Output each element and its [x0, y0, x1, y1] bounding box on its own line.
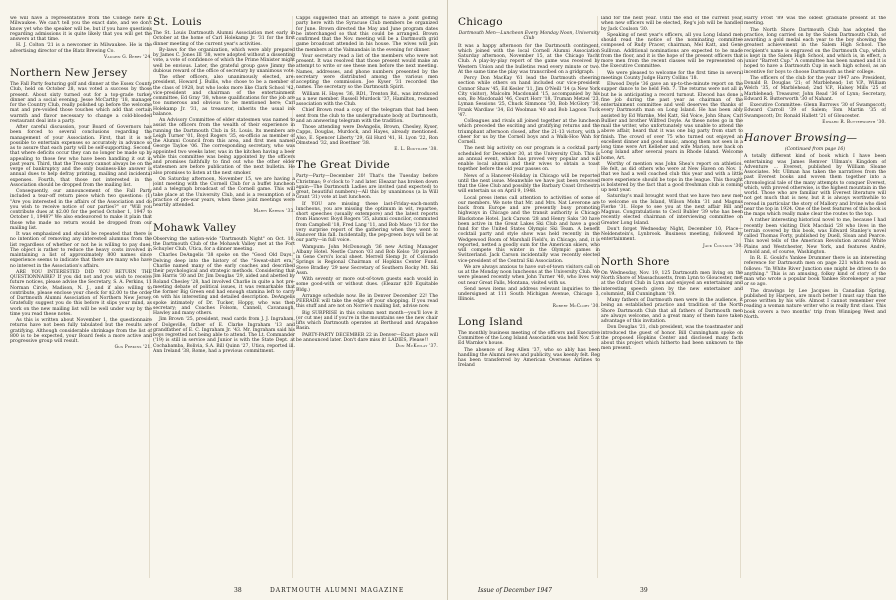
paragraph: As this is written about November 1, the questionnaire returns have not been fully tabulated but the results are gratifying. Although considerable shrinkage from the list of 800 is to be expected, your Board feels a more active and progressive group will result. — [10, 318, 152, 344]
paragraph: Worthy of mention was John Shea's report on athletics. He felt, as did others who were at New Haven on Nov. 1, that we had a well coached club this year and with a little more experience should be tops in the league. This thought is bolstered by the fact that a good freshman club is coming up next year. — [601, 161, 743, 193]
section-deck: (Continued from page 16) — [784, 147, 846, 152]
paragraph: It was a happy afternoon for the Dartmouth contingent, which joined with the local Cornell Alumni Association Saturday afternoon, November 15, at the Chicago Yacht Club. A play-by-play report of the game was received by Western Union and the bulletins read every minute or two. At the same time the play was transcribed on a gridgraph. — [458, 43, 600, 75]
paragraph: On Wednesday, Nov. 19, 125 Dartmouth men living on the North Shore of Massachusetts, from Lynn to Gloucester, met at the Oxford Club in Lynn and enjoyed an entertaining and interesting speech given by the new entertainer and columnist, Bill Cunningham '19. — [601, 270, 743, 297]
paragraph: Arrange schedule now. Be in Denver December 22! The PEERADE will take the edge off your shopping. If you read this stuff and are not on Norrie's mailing list, advise now. — [296, 293, 438, 310]
paragraph: Local press items call attention to activities of some of our members. We note that Mr. and Mrs. Nat Leverone are back from Europe and are presently busy promoting highways in Chicago and the transit authority is Chicago Blackstone Hotel. Jack Carson '28 and Henry Saks '30 have been active in the Great Lakes Ski Club and have a good fund for the United States Olympic Ski Team. A benefit cocktail party and style show was held recently in the Wedgewood Room of Marshall Field's, in Chicago, and, it is reported, netted a goodly sum for the American skiers, who will compete this winter in the Olympic games in Switzerland. Jack Carson incidentally was recently elected vice-president of the Central Ski Association. — [458, 195, 600, 264]
paragraph: Executive Committee: Glenn Barrows '30 of Swampscott; Edward Carroll '39 of Salem; Tom Martin '35 of Swampscott; Dr. Ronald Hallett '21 of Gloucester. — [744, 103, 886, 119]
paragraph: The other officers, also unanimously elected, are: president, Howard J. Bullis, who chose to be a member of the class of 1928, but who looks more like Clark School '42; vice-president and chairman of the entertainment committee, Ed Gray '38, whose qualifications for the job are too numerous and obvious to be mentioned here; Carl Holekamp Jr. '31, as treasurer, inherits the usual ink balance. — [153, 75, 295, 117]
paragraph: Your secretary read a list of the members who were not present. It was resolved that those present would make an attempt to write or see these men before the next meeting. Names, addresses, and phone numbers presented by the secretary were distributed among the various men accepting the commission. Joe Kyser '31 recorded the names. The secretary so the Dartmouth Spirit. — [296, 53, 438, 91]
paragraph: The drawings by Lee Jacques in Canadian Spring, published by Harpers, are much better I must say than the prose written by his wife. Almost I cannot remember ever reading a woman nature writer who is really first class. This book covers a two months' trip from Winnipeg West and North. — [744, 288, 886, 320]
paragraph: ARE YOU INTERESTED DID YOU RETURN THE QUESTIONNAIRE? If you did not and you wish to receive future notices, please advise the Secretary, S. A. Perkins, 11 Norman Circle, Madison, N. J., and if also willing to contribute, please enclose your check for $2.00 to the order of Dartmouth Alumni Association of Northern New Jersey. Gratefully suggest you do this before it slips your mind, as work on the new mailing list will be well under way by the time you read these notes. — [10, 269, 152, 317]
paragraph: Observing the nation-wide "Dartmouth Night" on Oct. 10, the Dartmouth Club of the Mohawk Valley met at the Fort Schuyler Club, Utica, for a dinner meeting. — [153, 236, 295, 252]
paragraph: The officers of the club for the year 1947 are: President, Donald B. Douglas '21; of Marblehead; 1st V.P., William Welch '35, of Marblehead; 2nd V.P., Halsey Mills '25 of Marblehead; Treasurer, John Read '36 of Lynn; Secretary, Edward R. Butterworth '30 of Nahant. — [744, 75, 886, 102]
signature: Robert McClory '30. — [552, 303, 600, 309]
paragraph: A rather interesting historical novel to me, because I had recently been visiting Dick Macdaid '28 who lives in the terrain covered by this book, was Edward Stanley's novel called Thomas Forty, published by Duell, Sloan and Pearce. This novel tells of the American Revolution around White Plains and Westchester, New York, and features André, Arnold and, of course, Washington. — [744, 218, 886, 255]
paragraph: Saturday's mail brought word that we have two new men to welcome on the Island, Wilson Mohn '31 and Magnus Fierke '31. Hope to see you at the next affair Bill and Magnus. Congratulations to Cecil Bubler '39 who has been recently elected chairman of interviewing committee on Greater Long Island. — [601, 194, 743, 226]
page-number: 39 — [640, 587, 648, 594]
signature: Marty Kerwin '33. — [253, 209, 295, 215]
paragraph: Consequently, our announcement of the Fall Party included a tear-off return piece which two questions: (1) "Are you interested in the affairs of the Association and do you wish to receive notice of our parties?" or "Will you contribute dues at $2.00 for the period October 1, 1947 to October 1, 1948?" We also endeavored to make it plain that those who made no return would be dropped from our mailing list. — [10, 189, 152, 231]
section-heading-st-louis: St. Louis — [153, 16, 202, 28]
right-page — [448, 0, 896, 600]
magazine-title: DARTMOUTH ALUMNI MAGAZINE — [270, 587, 405, 594]
column-5 — [601, 16, 743, 578]
paragraph: By-laws for the organization, which were ably prepared by James C. Jones III '38, were adopted without a dissenting vote, a vote of confidence of which the Prime Minister might well be envious. Later, the grateful group gave Jimmy the dubious reward of the office of secretary by unanimous vote. — [153, 47, 295, 74]
paragraph: The absence of Reg Allen '37, who so ably has been handling the Alumni news and publicity, was keenly felt. Reg has been transferred by American Overseas Airlines to Ireland — [458, 347, 600, 369]
paragraph: Party—Party—December 20! That's the Tuesday before Christmas; 9 o'clock to ? and later. Eleazar has broken down again—The Dartmouth Ladies are invited (and expected) to great, beautiful numbers)—All this by unanimous (a la Will Grant '31) vote at last luncheon. — [296, 174, 438, 201]
section-heading-great-divide: The Great Divide — [296, 159, 390, 172]
paragraph: Those attending were DeAngelis, Brown, Chesley, Kyser, Capps, Douglas, Murdock, and Hayes, already mentioned. Also, E. Spencer Liberty '29, Gil Hurd '41, H. Lyon '22, Ron Olmstead '32, and Boettner '38. — [296, 125, 438, 146]
paragraph: PARTY-PARTY DECEMBER 22 in Denver—Exact place will be announced later. Don't dare miss it! LADIES, Please!! — [296, 332, 438, 343]
paragraph: On Saturday afternoon, November 15, we are having a joint meeting with the Cornell Club for a buffet luncheon and a telegraph broadcast of the Cornell game. This will take place at the University Club, and is a resumption of a practice of pre-war years, when these joint meetings were heartily attended. — [153, 176, 295, 208]
signature: Don McKinlay '37. — [395, 344, 438, 349]
paragraph: Speaking of next year's officers, all you Long Island men should read the notice of the nominating committee composed of Rudy Pracer, chairman, Mel Katt, and Gene Sullivan. Additional nominations are expected to be made from the floor, and it is the hope of the present officers that more men from the recent classes will be represented on the Executive Committee. — [601, 32, 743, 70]
paragraph: Elwood Doyle '36 gave an up-to-the-minute report on the supper dance to be held Feb. 7. The returns were not all in but he is anticipating a record turnout. Elwood has done a fine job during the past year as chairman of the entertainment committee and well deserves the thanks of every Dartmouth man on Long Island. He has been ably assisted by Ed Warnke, Mel Katt, Sid Voice, John Shaw, Carl Bullier and brother Wilfred Doyle. As these notes go in the mail the writer, who unfortunately was unable to attend the above affair, heard that it was one big party from start to finish. The crowd of over 75 who turned out enjoyed an excellent dinner and good music, among them not seen in a long time were Art Kelleher and wife Marion, now back on Long Island after several years in Rhode Island. Welcome home, Art. — [601, 82, 743, 161]
signature: Jack Coulson '30. — [703, 243, 743, 249]
paragraph: We are always anxious to have out-of-town visitors call on us at the Monday noon luncheons at the University Club. We were pleased recently when John Turner '40, who lives way out near Great Falls, Montana, visited with us. — [458, 264, 600, 286]
column-6 — [744, 16, 886, 578]
column-1 — [10, 16, 152, 578]
paragraph: Charles DeAngelis '38 spoke on the "Good Old Days." Delving deep into the history of the "Sweat-shirt era," Charlie named many of the early coaches and described their psychological and strategic methods. Considering that Jim Harris '30 and Dr. Jim Douglas '29, aided and abetted by Roland Chesley '28, had involved Charlie in quite a hot pre-meeting debate of political issues, it was remarkable that the former Big Green end had enough stamina left to carry on with his interesting and detailed description. DeAngelis spoke intimately of Dr. Tucker, Hoppy, who was then secretary; and Coaches Folsom, Cannell, Cavanaugh, Hawley and many others. — [153, 253, 295, 316]
paragraph: In R. E. Gould's Yankee Drummer there is an interesting reference for Dartmouth men on page 221 which reads as follows: "In White River Junction one might be driven to do anything." This is an amusing, folksy kind of story of the man who wrote a popular book Yankee Storekeeper a year or so ago. — [744, 256, 886, 288]
page-number: 38 — [234, 587, 242, 594]
section-heading-mohawk-valley: Mohawk Valley — [153, 221, 237, 234]
section-heading-north-shore: North Shore — [601, 255, 670, 268]
paragraph: After careful discussion, your Board of Governors has been forced to several conclusions regarding the management of your Association. First, that it is not possible to entertain expenses so accurately in advance so as to assure that each party will be self-supporting. Second, that where deficits occur they can no longer be made up by appealing to those few who have been handling it out in past years. Third, that the Treasury cannot always be on the verge of bankruptcy and the only business-like answer is annual dues to help defray printing, mailing and incidental expenses. Fourth, that those not interested in the Association should be dropped from the mailing list. — [10, 125, 152, 188]
paragraph: Big SURPRISE in this column next month—you'll love it (or cut me) and if you're in the mountains see the new chair lifts which Dartmouth operates at Berthoud and Arapahoe Basin. — [296, 310, 438, 332]
paragraph: Send news items and address relevant inquiries to the undersigned at 111 South Michigan Avenue, Chicago 3, Illinois. — [458, 286, 600, 303]
signature: Gus Perkins '21. — [114, 345, 152, 351]
paragraph: The North Shore Dartmouth Club has adopted the practice, long carried on by the Salem Dartmouth Club, of awarding a gold medal each year to the boy showing the greatest achievement in the Salem High School. The recipient's name is engraved on the Dartmouth Cup, which is kept in the Salem High School, and which is, in effect, a junior "Barrett Cup." A committee has been named and it is hoped to have a Dartmouth Cup in each high school, as an incentive for boys to choose Dartmouth as their college. — [744, 27, 886, 75]
paragraph: The St. Louis Dartmouth Alumni Association met early in October at the home of Carl Holekamp Jr. '31 for the first dinner meeting of the current year's activities. — [153, 31, 295, 47]
paragraph: A totally different kind of book which I have been entertaining was James Remver Ullman's Kingdom of Adventure ... Everest, published by William Sloane Associates. Mr. Ullman has taken the narratives from the past Everest books and woven them together into a chronological tale of the many attempts to conquer Everest, which, with proved otherwise, is the highest mountain in the world. Those who are familiar with Everest literature will not get much that is new, but it is always worthwhile to reread in particular the story of Mallory and Irvine who died near the top in 1924. One of the best features of this book is the maps which really make clear the routes to the top. — [744, 154, 886, 217]
section-heading-hanover-browsing: Hanover Browsing— — [744, 132, 858, 144]
paragraph: H. J. Colton '21 is a newcomer in Milwaukee. He is the advertising director of the Blatz Brewing Co. — [10, 43, 152, 54]
paragraph: Colleagues and rivals all joined together at the luncheon which preceded the exciting and gratifying returns and the triumphant afternoon closed, after the 21-13 victory, with a cheer for us by the Cornell boys and a Walk-Hoo Wah for Cornell. — [458, 119, 600, 145]
paragraph: Chief Brown read a copy of the telegram that had been sent from the club to the undergraduate body at Dartmouth, and an answering telegram with the tradition. — [296, 108, 438, 124]
column-4 — [458, 16, 600, 578]
paragraph: The Fall Party featuring golf and dinner at the Essex County Club, held on October 28, was voted a success by those present. About sixty turned out for a top-grade turkey dinner and a social evening. Jesse McCarthy '18, manager for the Country Club, really polished up before the welcome mat and pre-voided those touches which add that certain warmth and flavor necessary to change a cold-blooded restaurant deal into a party. — [10, 82, 152, 124]
paragraph: Jim Brown '25, president, read cards from J. J. Ingraham, of Dolgeville, father of E. Clarke Ingraham '13 and grandfather of E. C. Ingraham Jr. '43. Mr. Ingraham said his boys regretted not being able to attend. The Lt. Commander ('19) is still in service and Junior is with the State Dept. at Cochabamba, Bolivia, S.A. Bill Quinn '27, Utica, reported ill. Ann Ireland '38, Rome, had a previous commitment. — [153, 317, 295, 354]
section-heading-long-island: Long Island — [458, 315, 523, 328]
paragraph: we will have a representative from the College here in Milwaukee. We can't tell you the exact date, and we don't know yet who the speaker will be, but if you have questions regarding admissions it is quite likely that you will get the answers at that time. — [10, 16, 152, 42]
paragraph: Don Douglas '21, club president, was the toastmaster and introduced the guest of honor. Bill Cunningham spoke on the proposed Hopkins Center and disclosed many facts about this project which hitherto had been unknown to the men present. — [601, 325, 743, 352]
signature: E. L. Boutilier '38. — [394, 147, 438, 152]
paragraph: Many fathers of Dartmouth men were in the audience, it being an established practice and tradition of the North Shore Dartmouth Club that all fathers of Dartmouth men are always welcome, and a great many of them have taken advantage of this invitation. — [601, 298, 743, 324]
paragraph: The next big activity on our program is a cocktail party scheduled for December 30, at the University Club. This is an annual event, which has proved very popular and will enable local alumni and their wives to obtain a toast together before the old year passes on. — [458, 146, 600, 173]
column-2 — [153, 16, 295, 578]
paragraph: Don't forget Wednesday Night, December 10, Place—Neldenstein's, Lynbrook. Business meeting, followed by entertainment. — [601, 226, 743, 243]
signature: Edward R. Butterworth '30. — [822, 119, 886, 125]
paragraph: Wampum: John McDonough '36 new Acting Manager Albany Hotel. Nestle Carson '03 and Bob Kelso '30 praised in Gene Cervi's local sheet. Merrell Slemp Jr. of Colorado Springs is Regional Chairman of Hopkins Center Fund. Steve Bradley '29 new Secretary of Southern Rocky Mt. Ski Assn. — [296, 244, 438, 276]
paragraph: land for the next year. Until the end of the current year, when new officers will be elected, Reg's job will be handled by Jack Coulson '30. — [601, 16, 743, 32]
paragraph: An Advisory Committee of elder statesmen was named to assist the officers from the wealth of their experience in running the Dartmouth Club in St. Louis. Its members are Leigh Turner '01, Boyd Rogers '35, ex-officio as member of the Alumni Council from this area, and first men named George Tayloe '06. The corresponding secretary, who was appointed two weeks later, was in the kitchen having a beer while this committee was being appointed by the officers and promises faithfully to find out who the other elder statesmen are before publication of the next bulletin. He also promises to listen at the next smoker. — [153, 118, 295, 176]
paragraph: Capps suggested that an attempt to have a joint golfing party here with the Syracuse Club members be organized for June. Brown directed the May and June program dates be interchanged so that this could be arranged. Brown confirmed that the Nov. meeting will be a Dartmouth grid game broadcast attended in his house. The wives will join the members at the Valmandais in the evening for dinner. — [296, 16, 438, 53]
issue-line: Issue of December 1947 — [478, 587, 552, 594]
signature: Vaughn G. Berry '24. — [104, 54, 152, 60]
paragraph: It was emphasized and should be repeated that there is no intention of removing any interested alumnus from the list regardless of whether or not he is willing to pay dues. The object is rather to reduce the heavy costs involved in maintaining a list of approximately 800 names since experience seems to indicate that there are many who have no interest in the Association's affairs. — [10, 232, 152, 269]
paragraph: The monthly business meeting of the officers and Executive Committee of the Long Island Association was held Nov. 5 at Ed Warnke's house. — [458, 330, 600, 347]
paragraph: Harry Frost '89 was the oldest graduate present at the meeting. — [744, 16, 886, 27]
paragraph: With seventy or more out-of-town guests each would in some good-with or without dues. (Eleazar $20 Equitable Bldg.) — [296, 277, 438, 293]
paragraph: If YOU are missing these last-Friday-each-month luncheons, you are missing the optimum in wit, repartee, short speeches (usually extempore) and the latest reports from Hanover. Boyd Rogers '35, alumni councilor, commuted from Campbell '18, Fred Lang '11, and Bob Mace '13 for the very surprise report of the gathering when they went to Hanover this fall. Incidentally, the pep-green boys will be at our party—in full voice. — [296, 201, 438, 244]
paragraph: William H. Hayes '36, RD1, Trenton Rd., was introduced as a new member. Russell Murdock '37, Hamilton, resumed association with the Club. — [296, 91, 438, 107]
paragraph: Percy Don MacKay '61 lead the Dartmouth cheering section while others on hand included our vice-president Connor Shaw '45, Ed Kesler '11, Jim O'Neill '14 (a New York City visitor), Malcolm Macdonald '15, accompanied by his son, Bo Macdonald '46, Court Horr '18, Truman Metzel '23, Lyman Sessions '25, Chuck Simmons '30, Bob McGlory '30, Frank Wardlaw '34, Ed Woolman '40 and Bob Lagoon Tuck '47. — [458, 76, 600, 118]
section-deck: Dartmouth Men—Luncheon Every Monday Noon, University Club — [458, 31, 600, 42]
paragraph: News of a Hanover-Holiday in Chicago will be reported until the next issue. Meanwhile we have just been received that the Glee Club and possibly the Barbary Coast Orchestra will entertain us on April 9, 1948. — [458, 173, 600, 195]
section-heading-chicago: Chicago — [458, 16, 503, 28]
column-3 — [296, 16, 438, 578]
paragraph: We were pleased to welcome for the first time in several meetings County Judge Harry Collins '18. — [601, 70, 743, 81]
section-heading-northern-new-jersey: Northern New Jersey — [10, 67, 128, 79]
